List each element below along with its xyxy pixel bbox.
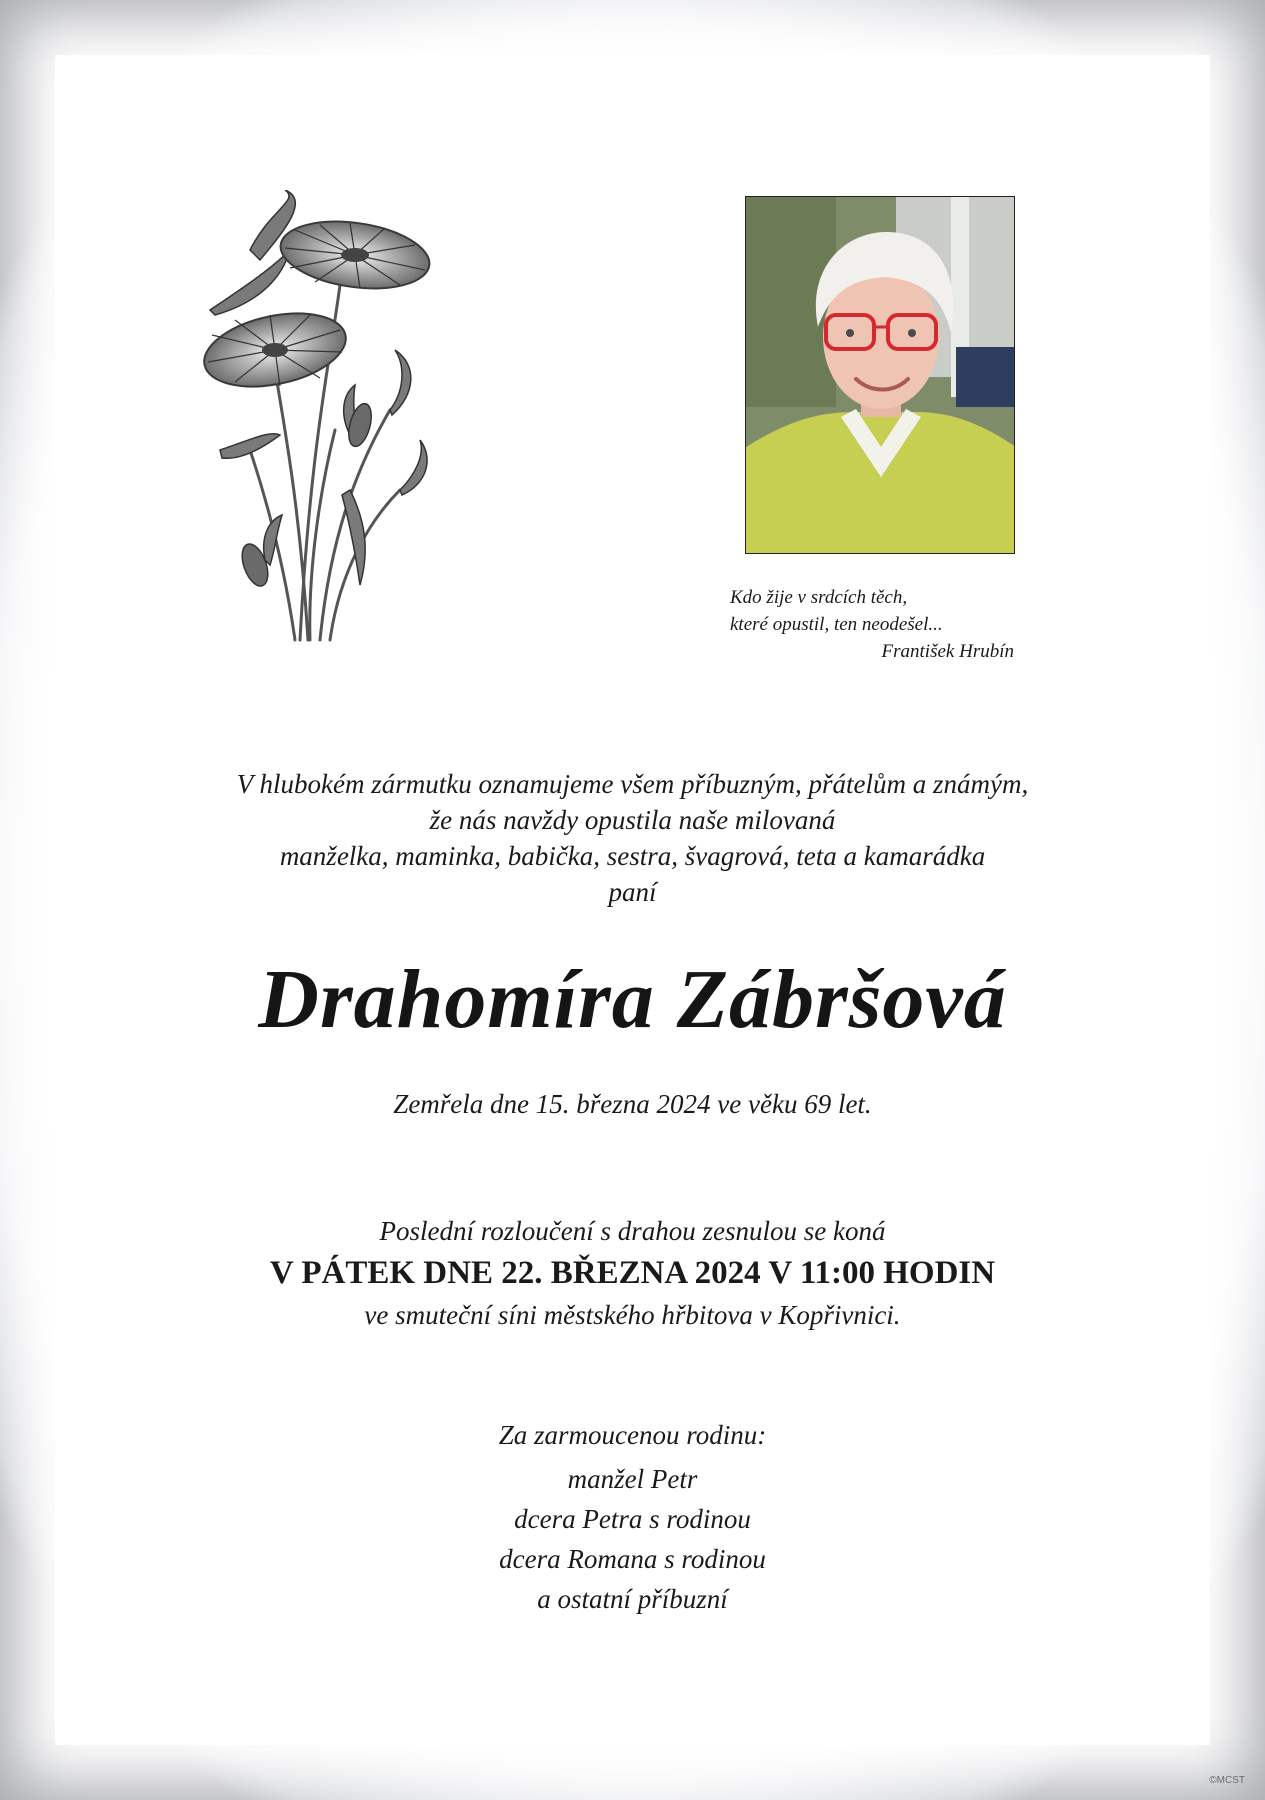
quote-line-1: Kdo žije v srdcích těch, [730,587,908,608]
announcement-line-3: manželka, maminka, babička, sestra, švagrová, teta a kamarádka [279,841,986,871]
flower-illustration-icon [190,190,460,650]
farewell-datetime: V PÁTEK DNE 22. BŘEZNA 2024 V 11:00 HODIN [269,1255,996,1291]
announcement-text [0,766,1265,910]
farewell-place: ve smuteční síni městského hřbitova v Kopřivnici. [364,1300,901,1330]
quote-line-2: které opustil, ten neodešel... [730,614,943,635]
family-member: dcera Romana s rodinou [499,1544,766,1574]
family-member: a ostatní příbuzní [537,1584,728,1614]
deceased-name: Drahomíra Zábršová [258,953,1007,1046]
portrait-illustration-icon [746,197,1015,554]
announcement-line-2: že nás navždy opustila naše milovaná [429,805,836,835]
farewell-info [0,1212,1265,1334]
family-member: dcera Petra s rodinou [514,1504,751,1534]
quote [730,584,1020,665]
portrait-photo [745,196,1015,554]
family-member: manžel Petr [567,1464,698,1494]
announcement-line-4: paní [608,877,657,907]
watermark: ©MCST [1209,1775,1245,1786]
death-notice: Zemřela dne 15. března 2024 ve věku 69 let. [393,1089,872,1119]
family-signature [0,1415,1265,1619]
quote-author: František Hrubín [881,641,1014,662]
farewell-intro: Poslední rozloučení s drahou zesnulou se koná [379,1216,886,1246]
announcement-line-1: V hlubokém zármutku oznamujeme všem příbuzným, přátelům a známým, [236,769,1029,799]
family-heading: Za zarmoucenou rodinu: [498,1420,767,1450]
